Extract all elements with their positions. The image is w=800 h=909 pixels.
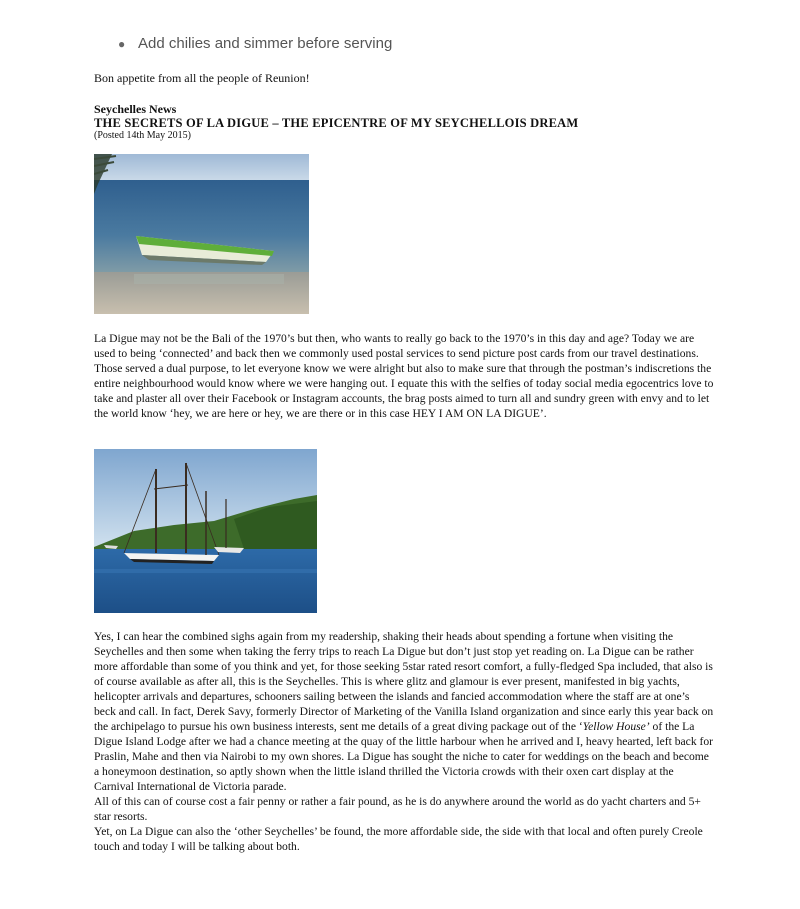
yellow-house-italic: Yellow House’ xyxy=(582,720,650,733)
recipe-bullet xyxy=(118,35,392,52)
posted-date: (Posted 14th May 2015) xyxy=(94,130,191,141)
article-headline: THE SECRETS OF LA DIGUE – THE EPICENTRE OF MY SEYCHELLOIS DREAM xyxy=(94,116,579,130)
paragraph-2 xyxy=(94,629,714,854)
schooner-bay-photo xyxy=(94,449,317,613)
bullet-text: Add chilies and simmer before serving xyxy=(138,35,393,52)
paragraph-2-text-a: Yes, I can hear the combined sighs again from my readership, shaking their heads about spending a fortune when visiting the Seychelles and then some when taking the ferry trips to reach La Digue but don’t just stop yet reading on. La Digue can be rather more affordable than some of you think and yet, for those seeking 5star rated resort comfort, a fully-fledged Spa included, that also is of course available as after all, this is the Seychelles. This is where glitz and glamour is ever present, manifested in big yachts, helicopter arrivals and departures, schooners sailing between the islands and fancied accommodation where the staff are at one’s beck and call. In fact, Derek Savy, formerly Director of Marketing of the Vanilla Island organization and since early this year back on the archipelago to pursue his own business interests, sent me details of a great diving package out of the ‘ xyxy=(94,630,714,733)
closing-line: Bon appetite from all the people of Reunion! xyxy=(94,71,310,85)
paragraph-4: Yet, on La Digue can also the ‘other Seychelles’ be found, the more affordable side, the side with that local and often purely Creole touch and today I will be talking about both. xyxy=(94,825,703,853)
paragraph-3: All of this can of course cost a fair penny or rather a fair pound, as he is do anywhere around the world as do yacht charters and 5+ star resorts. xyxy=(94,795,701,823)
paragraph-1: La Digue may not be the Bali of the 1970’s but then, who wants to really go back to the 1970’s in this day and age? Today we are used to being ‘connected’ and back then we commonly used postal services to send picture post cards from our travel destinations. Those served a dual purpose, to let everyone know we were alright but also to make sure that through the postman’s indiscretions the entire neighbourhood would know where we were hanging out. I equate this with the selfies of today social media egocentrics love to take and plaster all over their Facebook or Instagram accounts, the brag posts aimed to turn all and sundry green with envy and to let the world know ‘hey, we are here or hey, we are there or in this case HEY I AM ON LA DIGUE’. xyxy=(94,332,714,420)
bullet-dot-icon: ● xyxy=(118,37,126,51)
section-title: Seychelles News xyxy=(94,102,177,116)
lagoon-boat-photo xyxy=(94,154,309,314)
paragraph-2-text-b: of the La Digue Island Lodge after we had a chance meeting at the quay of the little harbour when he arrived and I, heavy hearted, left back for Praslin, Mahe and then via Nairobi to my own shores. La Digue has sought the niche to cater for weddings on the beach and become a honeymoon destination, so aptly shown when the little island thrilled the Victoria crowds with their oxen cart display at the Carnival International de Victoria parade. xyxy=(94,720,714,793)
